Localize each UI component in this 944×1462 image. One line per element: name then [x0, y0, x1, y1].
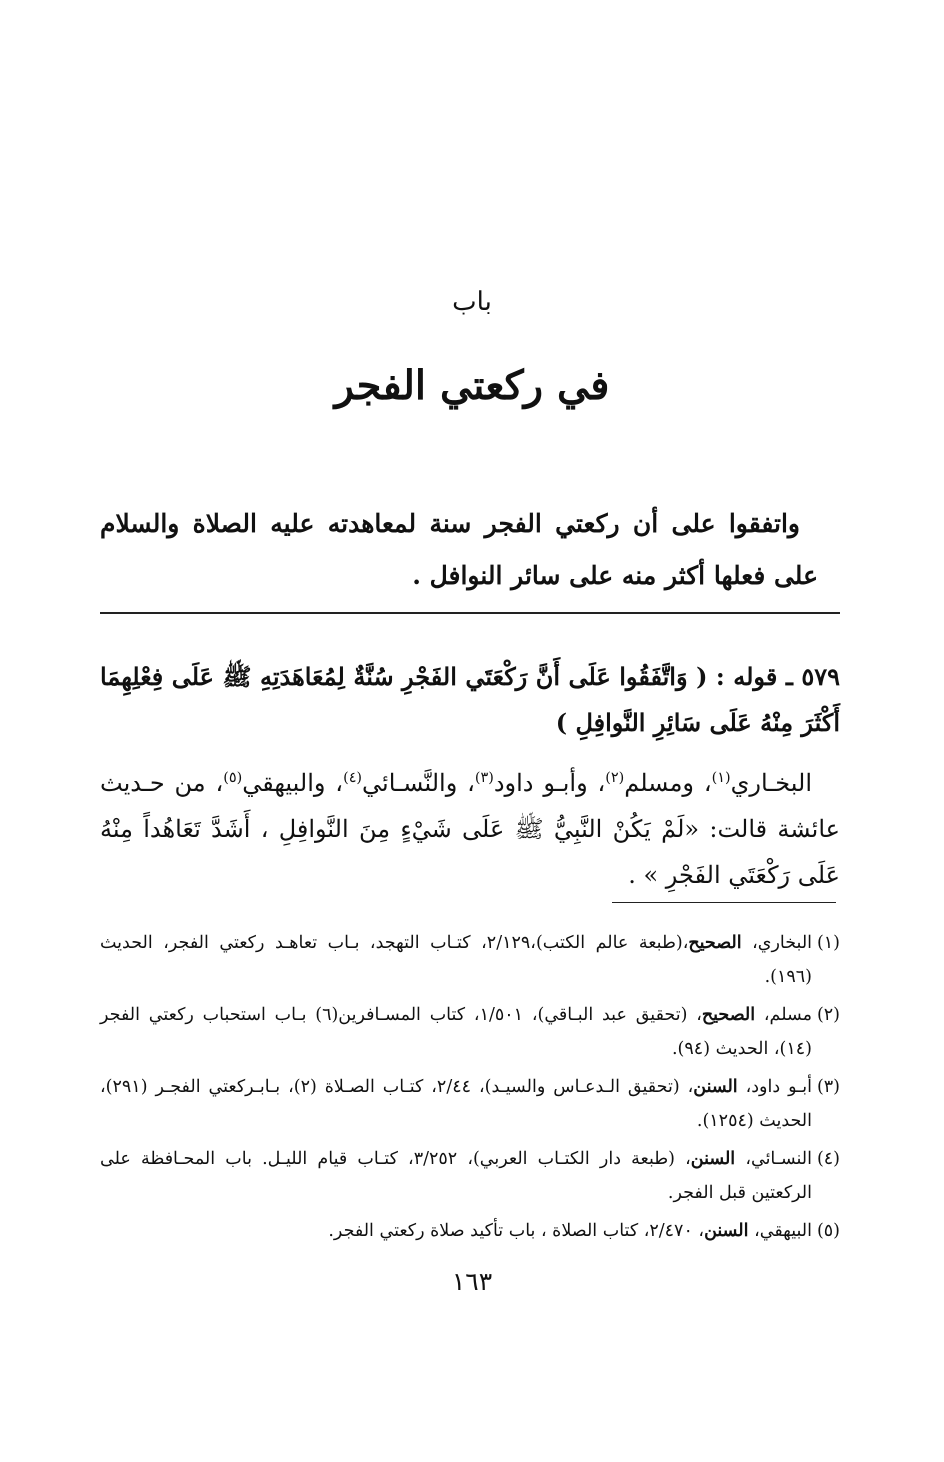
footnote-number: (٥) — [816, 1221, 840, 1241]
footnote-ref-1: (١) — [711, 770, 731, 786]
source-nasai: ، والنَّسـائي — [362, 769, 475, 797]
footnotes — [100, 926, 840, 1252]
hadith-text: ، من حـديث عائشة قالت: «لَمْ يَكُنْ النَّبِيُّ ﷺ عَلَى شَيْءٍ مِنَ النَّوافِلِ ، أَشَدَّ تَعَاهُداً مِنْهُ عَلَى رَكْعَتَي الفَجْرِ » . — [100, 769, 840, 889]
commentary-number: ٥٧٩ ـ — [785, 662, 841, 691]
commentary-quote — [100, 654, 840, 746]
source-muslim: ، ومسلم — [624, 769, 712, 797]
footnote-ref-5: (٥) — [223, 770, 243, 786]
commentary-sources — [100, 760, 840, 898]
footnote-number: (٤) — [816, 1149, 840, 1169]
text-separator — [100, 612, 840, 614]
footnote-number: (٢) — [816, 1005, 840, 1025]
chapter-title: في ركعتي الفجر — [334, 362, 610, 409]
source-bukhari: البخـاري — [730, 769, 813, 797]
commentary-close: ) — [555, 708, 568, 737]
footnote-text: مسلم، الصحيح، (تحقيق عبد البـاقي)، ١/٥٠١، كتاب المسـافرين(٦) بـاب استحباب ركعتي الفجر (١٤)، الحديث (٩٤). — [100, 1005, 812, 1059]
chapter-label: باب — [452, 287, 492, 317]
footnote-text: أبـو داود، السنن، (تحقيق الـدعـاس والسيـد)، ٢/٤٤، كتـاب الصـلاة (٢)، بـابـركعتي الفجـر (٢٩١)، الحديث (١٢٥٤). — [100, 1077, 812, 1131]
source-abu-dawud: ، وأبـو داود — [493, 769, 606, 797]
main-text — [100, 498, 818, 602]
footnote-2 — [100, 998, 840, 1066]
commentary-quote-text: وَاتَّفَقُوا عَلَى أَنَّ رَكْعَتَي الفَجْرِ سُنَّةٌ لِمُعَاهَدَتِهِ ﷺ عَلَى فِعْلِهِمَا أَكْثَرَ مِنْهُ عَلَى سَائِرِ النَّوافِلِ — [100, 662, 840, 737]
footnote-5 — [100, 1214, 840, 1248]
footnote-ref-4: (٤) — [343, 770, 363, 786]
footnote-separator — [612, 902, 836, 903]
footnote-text: النسـائي، السنن، (طبعة دار الكتـاب العربي)، ٣/٢٥٢، كتـاب قيام الليـل. باب المحـافظة على الركعتين قبل الفجر. — [100, 1149, 812, 1203]
footnote-number: (١) — [816, 933, 840, 953]
footnote-3 — [100, 1070, 840, 1138]
footnote-ref-3: (٣) — [474, 770, 494, 786]
commentary — [100, 654, 840, 898]
source-bayhaqi: ، والبيهقي — [242, 769, 344, 797]
page-number: ١٦٣ — [451, 1267, 493, 1296]
footnote-4 — [100, 1142, 840, 1210]
footnote-1 — [100, 926, 840, 994]
footnote-text: البيهقي، السنن، ٢/٤٧٠، كتاب الصلاة ، باب تأكيد صلاة ركعتي الفجر. — [328, 1221, 812, 1241]
commentary-intro: قوله : ( — [696, 662, 778, 691]
footnote-ref-2: (٢) — [605, 770, 625, 786]
footnote-number: (٣) — [816, 1077, 840, 1097]
footnote-text: البخاري، الصحيح،(طبعة عالم الكتب)،٢/١٢٩، كتـاب التهجد، بـاب تعاهـد ركعتي الفجر، الحديث (١٩٦). — [100, 933, 813, 987]
main-paragraph: واتفقوا على أن ركعتي الفجر سنة لمعاهدته عليه الصلاة والسلام على فعلها أكثر منه على سائر النوافل . — [100, 509, 818, 590]
